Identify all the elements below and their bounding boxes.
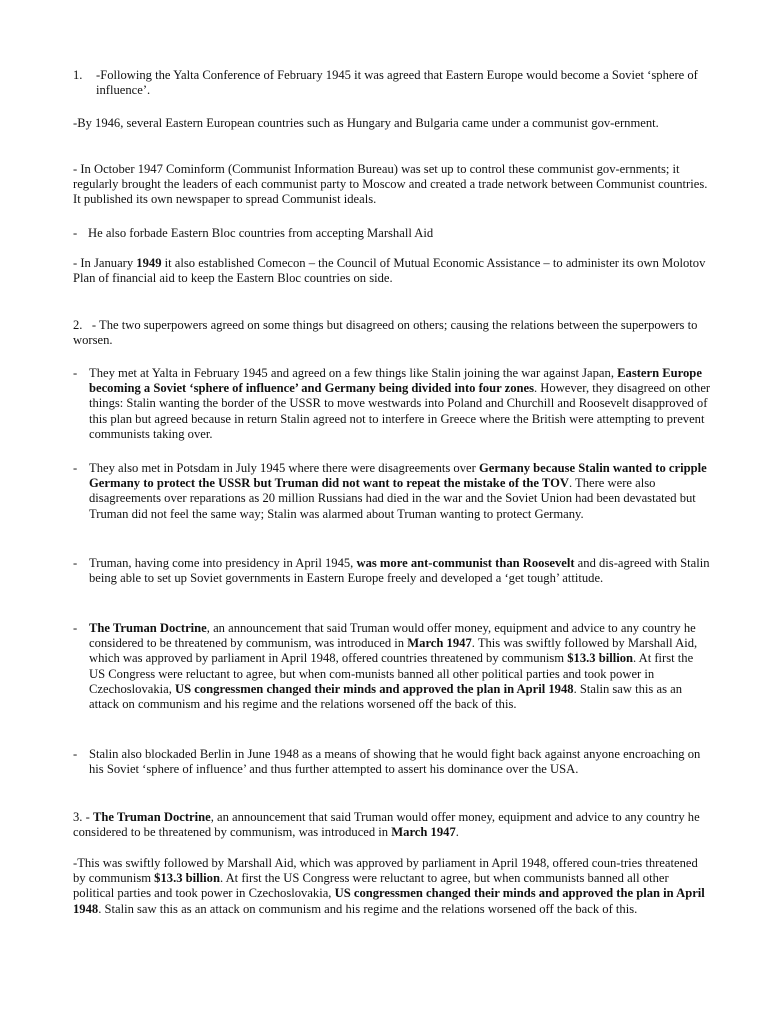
potsdam-text-c: . There were also disagreements over reparations as 20 million Russians had died in the war and the Soviet Union had been devastated but Truman did not feel the same way; Stalin was alarmed about Truman wanting to protect Germany.: [89, 476, 696, 521]
marshall-text-c: . At first the US Congress were reluctant to agree, but when communists banned all other political parties and took power in Czechoslovakia,: [73, 871, 669, 901]
bullet-potsdam-text: [89, 461, 711, 522]
bullet-berlin-text: Stalin also blockaded Berlin in June 1948 as a means of showing that he would fight back against anyone encroaching on his Soviet ‘sphere of influence’ and thus further attempted to assert his dominance over the USA.: [89, 747, 701, 777]
section-1-text: -Following the Yalta Conference of February 1945 it was agreed that Eastern Europe would become a Soviet ‘sphere of influence’.: [96, 68, 698, 98]
bullet-truman-text: [89, 556, 711, 586]
bullet-dash: -: [73, 556, 78, 570]
marshall-text-e: . Stalin saw this as an attack on communism and his regime and the relations worsened off the back of this.: [98, 901, 638, 916]
doctrine-title-bold: The Truman Doctrine: [89, 621, 207, 635]
bullet-truman-doctrine: [73, 621, 711, 712]
section-2-text: - The two superpowers agreed on some things but disagreed on others; causing the relations between the superpowers to worsen.: [73, 318, 701, 348]
truman-text-c: and dis-agreed with Stalin being able to set up Soviet governments in Eastern Europe freely and developed a ‘get tough’ attitude.: [89, 556, 710, 586]
marshall-text-a: -This was swiftly followed by Marshall Aid, which was approved by parliament in April 1948, offered coun-tries threatened by communism: [73, 856, 698, 886]
marshall-amount-bold: $13.3 billion: [154, 871, 220, 886]
doctrine-text-i: . Stalin saw this as an attack on communism and his regime and the relations worsened off the back of this.: [89, 681, 682, 712]
section-3-text-e: .: [455, 825, 459, 840]
doctrine-text-g: . At first the US Congress were reluctant to agree, but when com-munists banned all other political parties and took power in Czechoslovakia,: [89, 651, 694, 696]
doctrine-text-c: , an announcement that said Truman would offer money, equipment and advice to any country he considered to be threatened by communism, was introduced in: [89, 621, 696, 651]
bullet-marshall-aid: [73, 226, 728, 241]
potsdam-text-a: They also met in Potsdam in July 1945 where there were disagreements over: [89, 461, 479, 475]
comecon-year: 1949: [136, 256, 162, 270]
bullet-truman-doctrine-text: [89, 621, 711, 712]
section-2: [73, 318, 713, 348]
section-3: [73, 810, 713, 840]
bullet-truman: [73, 556, 711, 586]
doctrine-text-e: . This was swiftly followed by Marshall Aid, which was approved by parliament in April 1948, offered countries threatened by communism: [89, 636, 698, 666]
truman-text-a: Truman, having come into presidency in April 1945,: [89, 556, 357, 570]
bullet-dash: -: [73, 366, 78, 380]
paragraph-cominform: - In October 1947 Cominform (Communist Information Bureau) was set up to control these communist gov-ernments; it regularly brought the leaders of each communist party to Moscow and created a trade network between Communist countries. It published its own newspaper to spread Communist ideals.: [73, 162, 708, 207]
section-3-date-bold: March 1947: [391, 825, 456, 840]
section-3-number: 3. -: [73, 810, 93, 824]
bullet-dash: -: [73, 226, 78, 240]
bullet-marshall-aid-text: He also forbade Eastern Bloc countries from accepting Marshall Aid: [88, 226, 434, 240]
paragraph-1946: -By 1946, several Eastern European countries such as Hungary and Bulgaria came under a communist gov-ernment.: [73, 116, 659, 130]
bullet-dash: -: [73, 747, 78, 761]
bullet-berlin: [73, 747, 711, 777]
paragraph-comecon: [73, 256, 713, 286]
yalta-bold: Eastern Europe becoming a Soviet ‘sphere of influence’ and Germany being divided into four zones: [89, 366, 702, 396]
section-1-number: 1.: [73, 68, 83, 82]
bullet-dash: -: [73, 461, 78, 475]
section-2-number: 2.: [73, 318, 83, 332]
marshall-congress-bold: US congressmen changed their minds and approved the plan in April 1948: [73, 886, 705, 916]
truman-bold: was more ant-communist than Roosevelt: [356, 556, 575, 570]
section-2-para: [73, 318, 713, 348]
bullet-yalta: [73, 366, 711, 442]
doctrine-congress-bold: US congressmen changed their minds and approved the plan in April 1948: [175, 681, 574, 696]
yalta-text-a: They met at Yalta in February 1945 and agreed on a few things like Stalin joining the war against Japan,: [89, 366, 618, 380]
paragraph-marshall-aid: [73, 856, 713, 917]
section-3-bold: The Truman Doctrine: [92, 810, 211, 824]
bullet-potsdam: [73, 461, 711, 522]
bullet-yalta-text: [89, 366, 711, 442]
doctrine-amount-bold: $13.3 billion: [567, 651, 634, 666]
comecon-text-a: - In January: [73, 256, 137, 270]
section-3-text-c: , an announcement that said Truman would offer money, equipment and advice to any country he considered to be threatened by communism, was introduced in: [73, 810, 700, 840]
bullet-dash: -: [73, 621, 78, 635]
comecon-text-c: it also established Comecon – the Council of Mutual Economic Assistance – to administer its own Molotov Plan of financial aid to keep the Eastern Bloc countries on side.: [73, 256, 706, 286]
section-1: [73, 68, 732, 98]
doctrine-date-bold: March 1947: [407, 636, 472, 651]
potsdam-bold: Germany because Stalin wanted to cripple Germany to protect the USSR but Truman did not want to repeat the mistake of the TOV: [89, 461, 707, 491]
yalta-text-c: . However, they disagreed on other things: Stalin wanting the border of the USSR to move westwards into Poland and Churchill and Roosevelt disapproved of this plan but agreed because in return Stalin agreed not to interfere in Greece where the British were attempting to prevent communists taking over.: [89, 381, 711, 441]
